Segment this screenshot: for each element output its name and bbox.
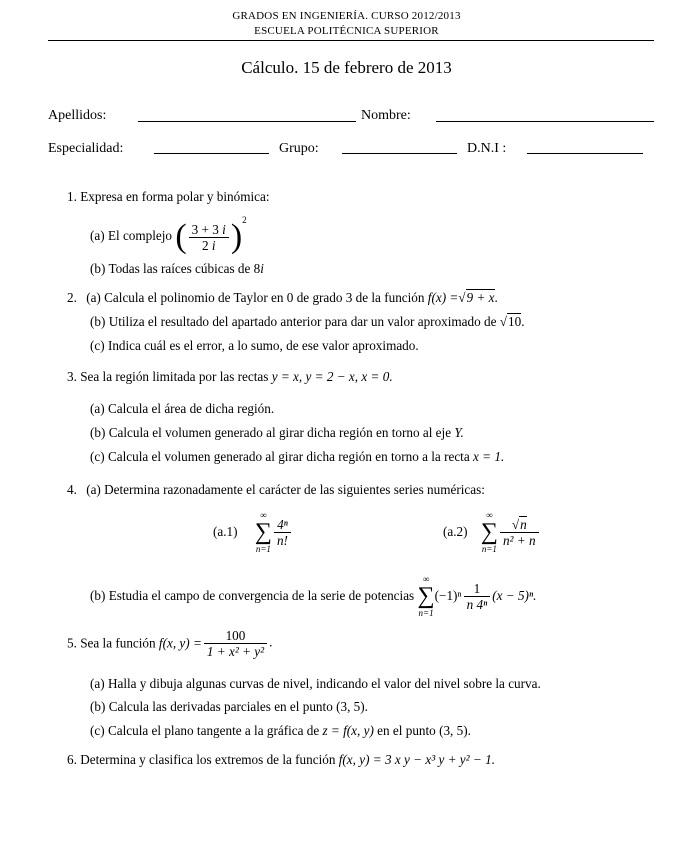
q1-text: Expresa en forma polar y binómica: — [80, 189, 270, 204]
q4-b-text: Estudia el campo de convergencia de la serie de potencias — [108, 588, 415, 603]
series-a1-numerator: 4ⁿ — [274, 517, 291, 533]
q1-a-exponent: 2 — [242, 214, 247, 225]
sum-upper: ∞ — [260, 510, 267, 520]
imag-unit: i — [211, 237, 216, 253]
q1 — [67, 189, 270, 205]
q2-b: (b) Utiliza el resultado del apartado anterior para dar un valor aproximado de √10. — [90, 314, 525, 329]
q4-number: 4. — [67, 482, 77, 497]
nombre-field[interactable] — [436, 121, 654, 122]
q4-b-fraction — [464, 581, 491, 612]
q1-a-fraction — [189, 222, 229, 253]
grupo-label: Grupo: — [279, 141, 319, 156]
header-rule — [48, 40, 654, 41]
q3-a-text: Calcula el área de dicha región. — [107, 401, 275, 416]
q4-a — [67, 482, 485, 498]
left-paren: ( — [175, 218, 187, 255]
q3 — [67, 369, 393, 385]
q2-b-radicand: 10 — [508, 314, 522, 329]
q2-b-text: Utiliza el resultado del apartado anterior para dar un valor aproximado de — [108, 314, 497, 329]
q3-b-label: (b) — [90, 425, 106, 440]
q4-b-term: (−1)ⁿ — [434, 588, 462, 603]
imag-unit: i — [222, 221, 226, 237]
sum-lower: n=1 — [481, 544, 497, 554]
series-a2-fraction: $\frac{√n}{\text{n² + n}}$ — [500, 517, 539, 548]
series-a2 — [443, 510, 541, 554]
sum-symbol: ∞ ∑ n=1 — [254, 510, 272, 554]
q1-a — [90, 214, 247, 256]
q2-a-function: f(x) = — [427, 290, 459, 305]
q3-lines: y = x, y = 2 − x, x = 0. — [271, 369, 393, 384]
q6-text: Determina y clasifica los extremos de la función — [80, 752, 336, 767]
q1-b — [90, 261, 264, 277]
q3-c-label: (c) — [90, 449, 105, 464]
q5-b-text: Calcula las derivadas parciales en el punto (3, 5). — [108, 699, 368, 714]
q5-a — [90, 676, 541, 692]
q5-c — [90, 723, 471, 739]
series-a2-label: (a.2) — [443, 524, 468, 539]
q5-fraction — [204, 628, 267, 659]
nombre-label: Nombre: — [361, 108, 411, 123]
q2-number: 2. — [67, 290, 77, 305]
q6 — [67, 752, 495, 768]
dni-field[interactable] — [527, 153, 643, 154]
especialidad-label: Especialidad: — [48, 141, 124, 156]
q5-numerator: 100 — [204, 628, 267, 644]
q4-a-text: Determina razonadamente el carácter de las siguientes series numéricas: — [104, 482, 485, 497]
sum-upper: ∞ — [422, 574, 430, 584]
q4-b — [90, 574, 536, 618]
grupo-field[interactable] — [342, 153, 457, 154]
q1-a-denominator: 2 — [201, 237, 209, 253]
q3-b-text: Calcula el volumen generado al girar dicha región en torno al eje — [108, 425, 452, 440]
q5-c-tail: en el punto (3, 5). — [377, 723, 471, 738]
especialidad-field[interactable] — [154, 153, 269, 154]
series-a1-fraction — [274, 517, 291, 548]
q3-b-axis: Y. — [454, 425, 464, 440]
apellidos-field[interactable] — [138, 121, 356, 122]
series-a2-denominator: n² + n — [502, 532, 536, 548]
apellidos-label: Apellidos: — [48, 108, 107, 123]
q3-text: Sea la región limitada por las rectas — [80, 369, 269, 384]
q5-c-text: Calcula el plano tangente a la gráfica de — [107, 723, 320, 738]
exam-title: Cálculo. 15 de febrero de 2013 — [241, 58, 452, 77]
series-a1-label: (a.1) — [213, 524, 238, 539]
q2-a-label: (a) — [86, 290, 101, 305]
q1-a-label: (a) — [90, 228, 105, 244]
q6-function: f(x, y) = 3 x y − x³ y + y² − 1. — [338, 752, 495, 767]
q3-c — [90, 449, 504, 465]
q4-b-label: (b) — [90, 588, 106, 603]
q4-a-label: (a) — [86, 482, 101, 497]
q5-c-label: (c) — [90, 723, 105, 738]
q5-c-equation: z = f(x, y) — [322, 723, 374, 738]
series-a2-numerator: n — [520, 516, 527, 532]
q2-c-text: Indica cuál es el error, a lo sumo, de ese valor aproximado. — [107, 338, 419, 353]
q6-number: 6. — [67, 752, 77, 767]
q1-a-numerator: 3 + 3 — [191, 221, 219, 237]
q2-a-text: Calcula el polinomio de Taylor en 0 de grado 3 de la función — [104, 290, 425, 305]
sum-symbol: ∞ ∑ n=1 — [480, 510, 498, 554]
q4-b-tail: (x − 5)ⁿ. — [492, 588, 537, 603]
q1-a-text: El complejo — [107, 228, 173, 244]
imag-unit: i — [260, 261, 264, 276]
q2-a: 2. (a) Calcula el polinomio de Taylor en 0 de grado 3 de la función f(x) =√9 + x. — [67, 290, 498, 305]
sum-lower: n=1 — [418, 608, 434, 618]
q5-a-text: Halla y dibuja algunas curvas de nivel, indicando el valor del nivel sobre la curva. — [107, 676, 541, 691]
right-paren: ) — [230, 218, 243, 255]
q3-c-text: Calcula el volumen generado al girar dicha región en torno a la recta — [107, 449, 470, 464]
q5-number: 5. — [67, 635, 77, 651]
header-line-1: GRADOS EN INGENIERÍA. CURSO 2012/2013 — [232, 10, 461, 22]
q5-b — [90, 699, 368, 715]
q4-b-numerator: 1 — [464, 581, 491, 597]
q4-b-denominator: n 4ⁿ — [466, 596, 488, 612]
q5: 5. Sea la función f(x, y) = $\frac{100}{\text{1 + x² + y²}}$ . — [67, 628, 273, 659]
q1-b-text: Todas las raíces cúbicas de 8 — [108, 261, 261, 276]
q1-b-label: (b) — [90, 261, 106, 276]
q3-number: 3. — [67, 369, 77, 384]
q2-c — [90, 338, 419, 354]
q5-function: f(x, y) = — [158, 635, 202, 651]
series-a1-denominator: n! — [276, 532, 288, 548]
q5-b-label: (b) — [90, 699, 106, 714]
q2-a-radicand: 9 + x — [466, 290, 495, 305]
q1-number: 1. — [67, 189, 77, 204]
q2-b-label: (b) — [90, 314, 106, 329]
sum-upper: ∞ — [486, 510, 493, 520]
sum-symbol: ∞ ∑ n=1 — [417, 574, 435, 618]
q3-a-label: (a) — [90, 401, 105, 416]
q3-c-equation: x = 1. — [473, 449, 505, 464]
q2-c-label: (c) — [90, 338, 105, 353]
q5-denominator: 1 + x² + y² — [206, 644, 265, 659]
q3-b — [90, 425, 464, 441]
series-a1 — [213, 510, 293, 554]
q5-a-label: (a) — [90, 676, 105, 691]
sum-lower: n=1 — [255, 544, 271, 554]
dni-label: D.N.I : — [467, 141, 507, 156]
q5-text: Sea la función — [80, 635, 156, 651]
q3-a — [90, 401, 274, 417]
header-line-2: ESCUELA POLITÉCNICA SUPERIOR — [254, 25, 439, 37]
